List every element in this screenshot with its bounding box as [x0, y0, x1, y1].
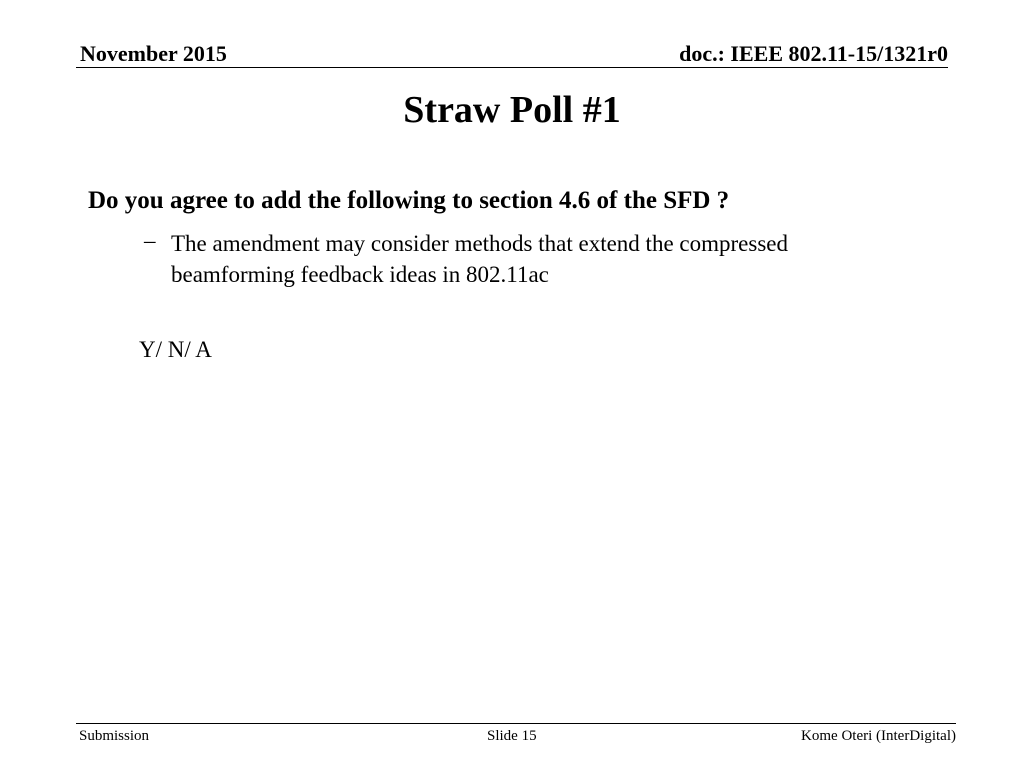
header-divider	[76, 67, 948, 68]
vote-options: Y/ N/ A	[139, 337, 212, 362]
sub-bullet-marker: –	[144, 228, 156, 253]
poll-question: Do you agree to add the following to section 4.6 of the SFD ?	[88, 187, 730, 214]
slide-title: Straw Poll #1	[403, 89, 621, 131]
header-doc-id: doc.: IEEE 802.11-15/1321r0	[679, 41, 948, 66]
header-date: November 2015	[80, 41, 227, 66]
footer-submission: Submission	[79, 728, 150, 744]
footer-divider	[76, 723, 956, 724]
sub-bullet-text	[171, 228, 891, 290]
sub-bullet-line: beamforming feedback ideas in 802.11ac	[171, 262, 549, 287]
footer-slide-number: Slide 15	[487, 728, 537, 744]
sub-bullet-line: The amendment may consider methods that extend the compressed	[171, 231, 788, 256]
footer-author: Kome Oteri (InterDigital)	[801, 728, 956, 744]
